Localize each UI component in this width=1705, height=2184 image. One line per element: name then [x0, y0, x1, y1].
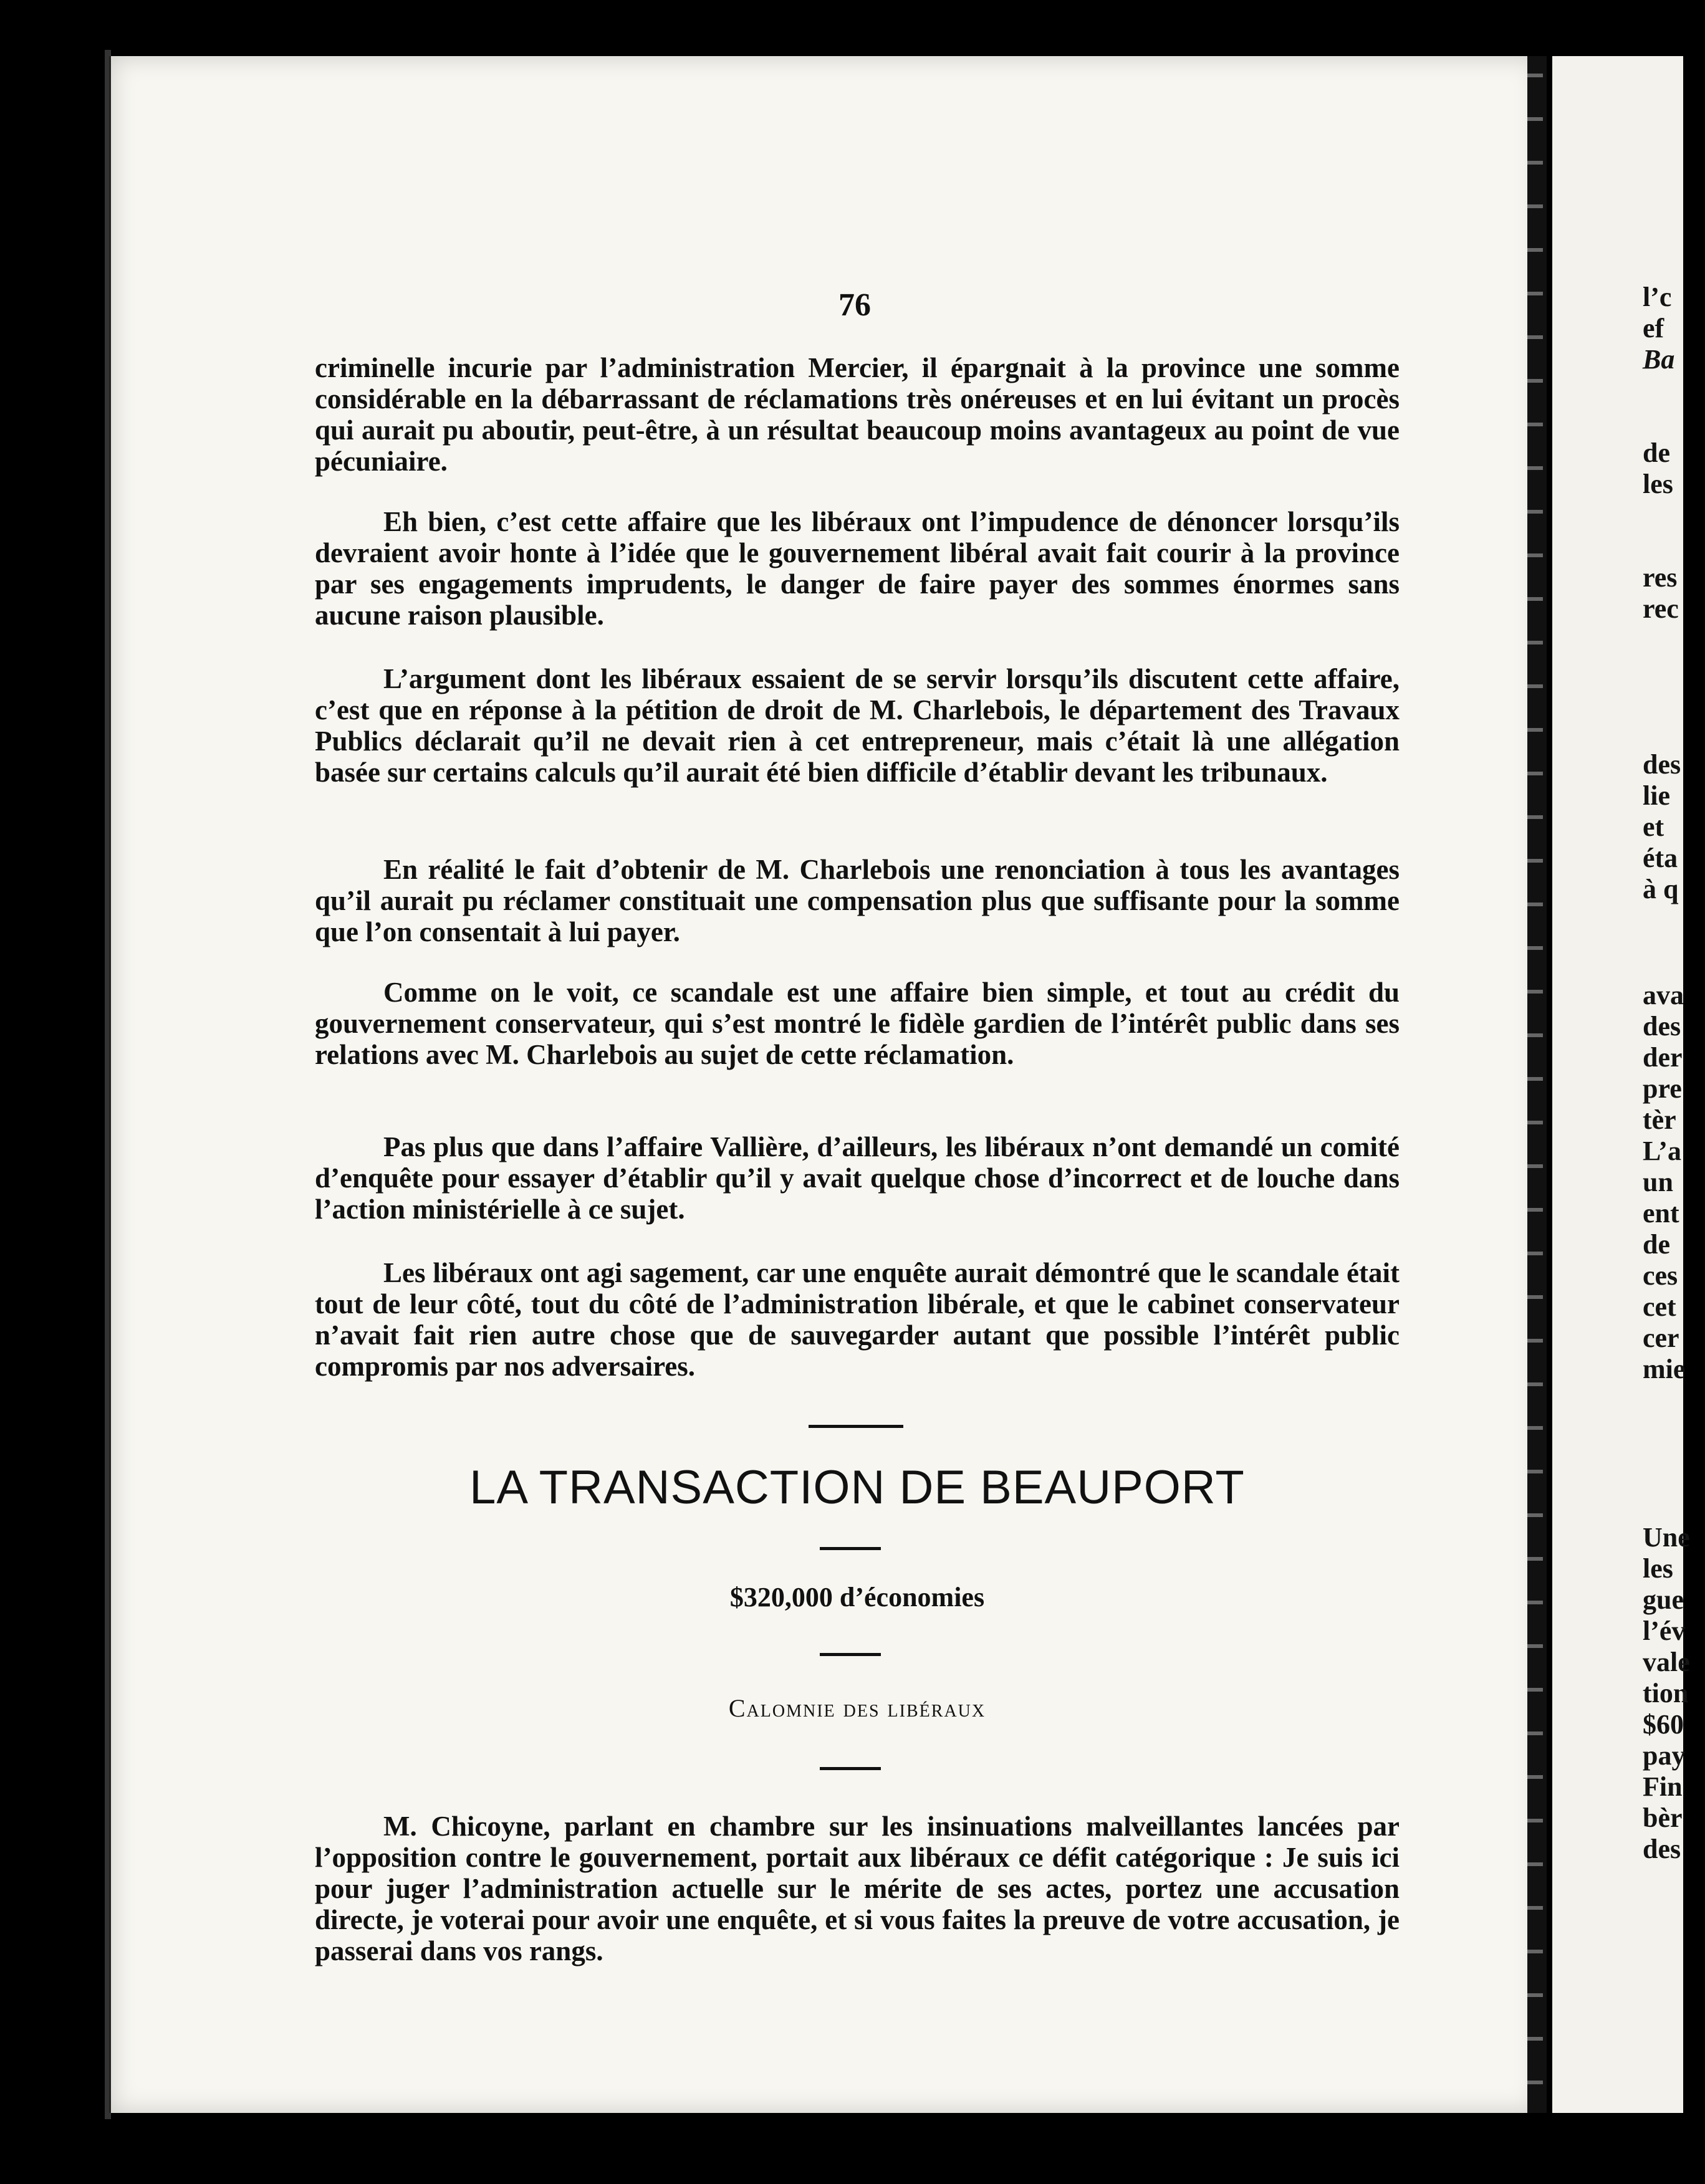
facing-page-fragment: tion	[1643, 1678, 1689, 1708]
separator-rule-3	[820, 1653, 881, 1656]
facing-page-fragment: cet	[1643, 1291, 1676, 1322]
facing-page-fragment: l’év	[1643, 1616, 1686, 1646]
facing-page-fragment: L’a	[1643, 1136, 1681, 1166]
facing-page-fragment: bèr	[1643, 1803, 1683, 1833]
facing-page-fragment: ces	[1643, 1260, 1678, 1291]
facing-page-fragment: gue	[1643, 1584, 1684, 1615]
facing-page-fragment: ent	[1643, 1198, 1679, 1228]
paragraph-final: M. Chicoyne, parlant en chambre sur les insinuations malveillantes lancées par l’opposition contre le gouvernement, portait aux libéraux ce défit catégorique : Je suis ici pour juger l’administration actuelle sur le mérite de ses actes, portez une accusation directe, je voterai pour avoir une enquête, et si vous faites la preuve de votre accusation, je passerai dans vos rangs.	[315, 1811, 1400, 1966]
facing-page-fragment: de	[1643, 1229, 1670, 1260]
facing-page-fragment: vale	[1643, 1647, 1690, 1677]
facing-page-fragment: des	[1643, 1834, 1681, 1864]
paragraph-4: En réalité le fait d’obtenir de M. Charlebois une renonciation à tous les avantages qu’il aurait pu réclamer constituait une compensation plus que suffisante pour la somme que l’on consentait à lui payer.	[315, 854, 1400, 947]
facing-page-fragment: ef	[1643, 313, 1664, 343]
facing-page-fragment: l’c	[1643, 282, 1672, 312]
paragraph-7: Les libéraux ont agi sagement, car une enquête aurait démontré que le scandale était tout de leur côté, tout du côté de l’administration libérale, et que le cabinet conservateur n’avait fait rien autre chose que de sauvegarder autant que possible l’intérêt public compromis par nos adversaires.	[315, 1257, 1400, 1382]
paragraph-1: criminelle incurie par l’administration Mercier, il épargnait à la province une somme considérable en la débarrassant de réclamations très onéreuses et en lui évitant un procès qui aurait pu aboutir, peut-être, à un résultat beaucoup moins avantageux au point de vue pécuniaire.	[315, 352, 1400, 477]
facing-page-fragment: Ba	[1643, 344, 1675, 375]
facing-page-fragment: des	[1643, 1011, 1681, 1042]
facing-page-fragment: tèr	[1643, 1104, 1676, 1135]
facing-page-fragment: $60	[1643, 1709, 1684, 1740]
facing-page-fragment: Une	[1643, 1522, 1690, 1553]
page-number: 76	[838, 287, 871, 323]
paragraph-5: Comme on le voit, ce scandale est une affaire bien simple, et tout au crédit du gouvernement conservateur, qui s’est montré le fidèle gardien de l’intérêt public dans ses relations avec M. Charlebois au sujet de cette réclamation.	[315, 977, 1400, 1070]
facing-page-fragment: des	[1643, 749, 1681, 780]
facing-page-fragment: les	[1643, 1553, 1673, 1584]
facing-page-fragment: rec	[1643, 593, 1679, 624]
facing-page-fragment: res	[1643, 562, 1678, 593]
facing-page-fragment: Fin	[1643, 1771, 1683, 1802]
facing-page-fragment: les	[1643, 469, 1673, 499]
section-subheading: Calomnie des libéraux	[728, 1694, 986, 1722]
facing-page-fragment: pay	[1643, 1740, 1686, 1771]
facing-page-fragment: de	[1643, 438, 1670, 468]
facing-page-fragment: un	[1643, 1167, 1673, 1197]
facing-page-fragment: pre	[1643, 1073, 1682, 1104]
paragraph-2: Eh bien, c’est cette affaire que les libéraux ont l’impudence de dénoncer lorsqu’ils devraient avoir honte à l’idée que le gouvernement libéral avait fait courir à la province par ses engagements imprudents, le danger de faire payer des sommes énormes sans aucune raison plausible.	[315, 506, 1400, 631]
facing-page-fragment: ava	[1643, 980, 1684, 1010]
separator-rule-1	[809, 1425, 903, 1428]
paragraph-6: Pas plus que dans l’affaire Vallière, d’ailleurs, les libéraux n’ont demandé un comité d’enquête pour essayer d’établir qu’il y avait quelque chose d’incorrect et de louche dans l’action ministérielle à ce sujet.	[315, 1131, 1400, 1225]
facing-page-fragment: mie	[1643, 1354, 1686, 1384]
paragraph-3: L’argument dont les libéraux essaient de se servir lorsqu’ils discutent cette affaire, c’est que en réponse à la pétition de droit de M. Charlebois, le département des Travaux Publics déclarait qu’il ne devait rien à cet entrepreneur, mais c’était là une allégation basée sur certains calculs qu’il aurait été bien difficile d’établir devant les tribunaux.	[315, 663, 1400, 788]
separator-rule-2	[820, 1547, 881, 1550]
separator-rule-4	[820, 1767, 881, 1770]
facing-page-fragment: der	[1643, 1042, 1683, 1073]
facing-page-fragment: éta	[1643, 843, 1678, 873]
section-subtitle: $320,000 d’économies	[729, 1582, 985, 1612]
facing-page-fragment: cer	[1643, 1323, 1679, 1353]
section-title: LA TRANSACTION DE BEAUPORT	[469, 1461, 1245, 1514]
facing-page-fragment: et	[1643, 812, 1664, 842]
facing-page-fragment: lie	[1643, 780, 1670, 811]
torn-binding-edge	[1527, 56, 1543, 2113]
facing-page-fragment: à q	[1643, 874, 1679, 904]
gutter-line	[1543, 56, 1547, 2113]
